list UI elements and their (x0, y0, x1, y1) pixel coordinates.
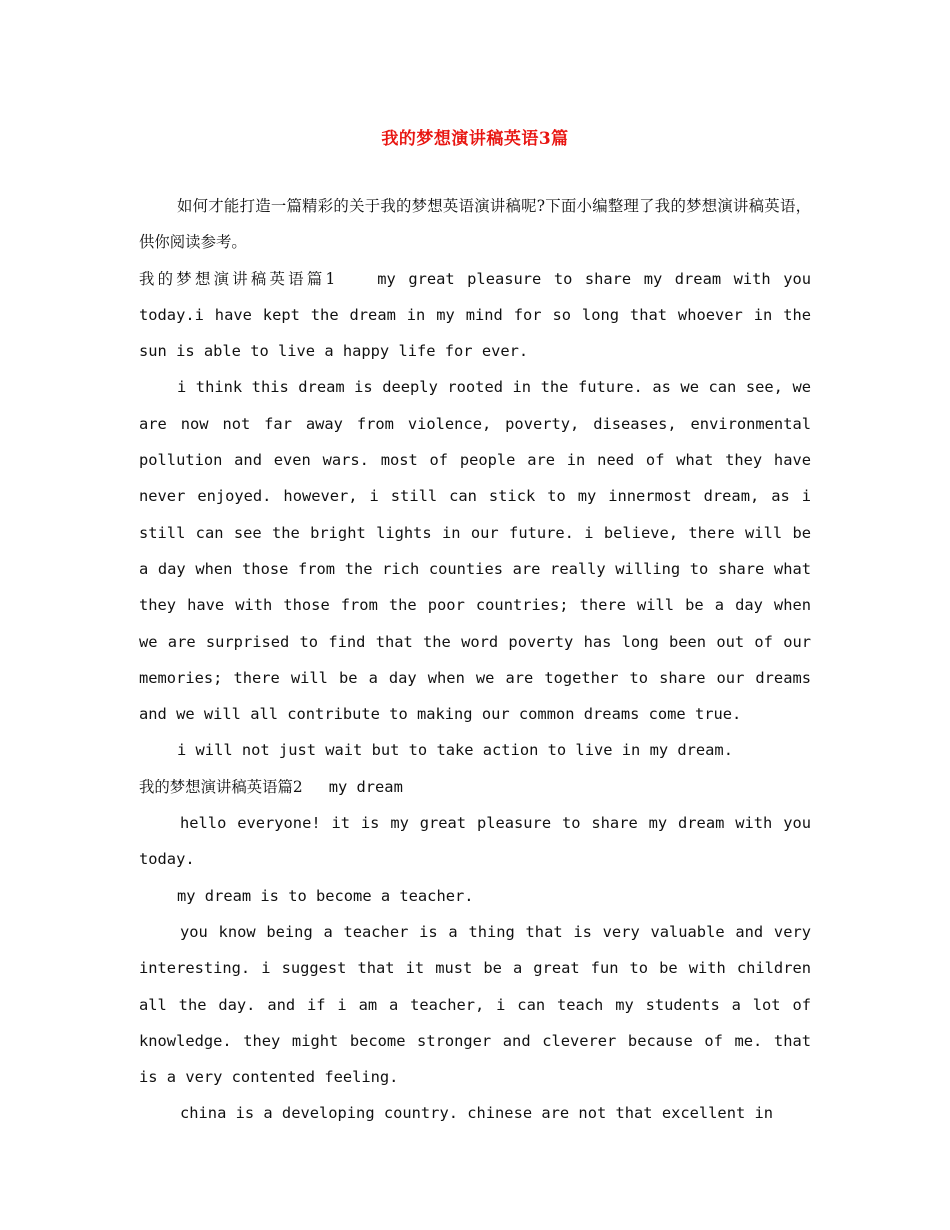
section2-subtitle: my dream (328, 777, 403, 796)
section2-heading-line (139, 769, 811, 805)
section1-paragraph-1: i think this dream is deeply rooted in the future. as we can see, we are now not far away from violence, poverty, diseases, environmental pollution and even wars. most of people are in need of what they have never enjoyed. however, i still can stick to my innermost dream, as i still can see the bright lights in our future. i believe, there will be a day when those from the rich counties are really willing to share what they have with those from the poor countries; there will be a day when we are surprised to find that the word poverty has long been out of our memories; there will be a day when we are together to share our dreams and we will all contribute to making our common dreams come true. (139, 378, 811, 724)
document-title: 我的梦想演讲稿英语3篇 (381, 129, 569, 149)
section1-heading: 我的梦想演讲稿英语篇1 (139, 269, 336, 288)
section2-paragraph-2: my dream is to become a teacher. (177, 886, 474, 905)
section1-paragraph-lead (139, 261, 811, 370)
intro-paragraph: 如何才能打造一篇精彩的关于我的梦想英语演讲稿呢?下面小编整理了我的梦想演讲稿英语，供你阅读参考。 (139, 197, 811, 252)
section1-paragraph-2: i will not just wait but to take action to live in my dream. (177, 741, 733, 760)
section1-subtitle: my great pleasure to share my dream with you today.i have kept the dream in my mind for so long that whoever in the sun is able to live a happy life for ever. (139, 269, 812, 361)
section2-paragraph-3: you know being a teacher is a thing that is very valuable and very interesting. i suggest that it must be a great fun to be with children all the day. and if i am a teacher, i can teach my students a lot of knowledge. they might become stronger and cleverer because of me. that is a very contented feeling. (139, 922, 811, 1087)
section2-heading: 我的梦想演讲稿英语篇2 (139, 777, 303, 796)
section2-paragraph-4: china is a developing country. chinese are not that excellent in (180, 1104, 774, 1123)
document-body (139, 188, 811, 1132)
section2-paragraph-1: hello everyone! it is my great pleasure to share my dream with you today. (139, 814, 811, 869)
